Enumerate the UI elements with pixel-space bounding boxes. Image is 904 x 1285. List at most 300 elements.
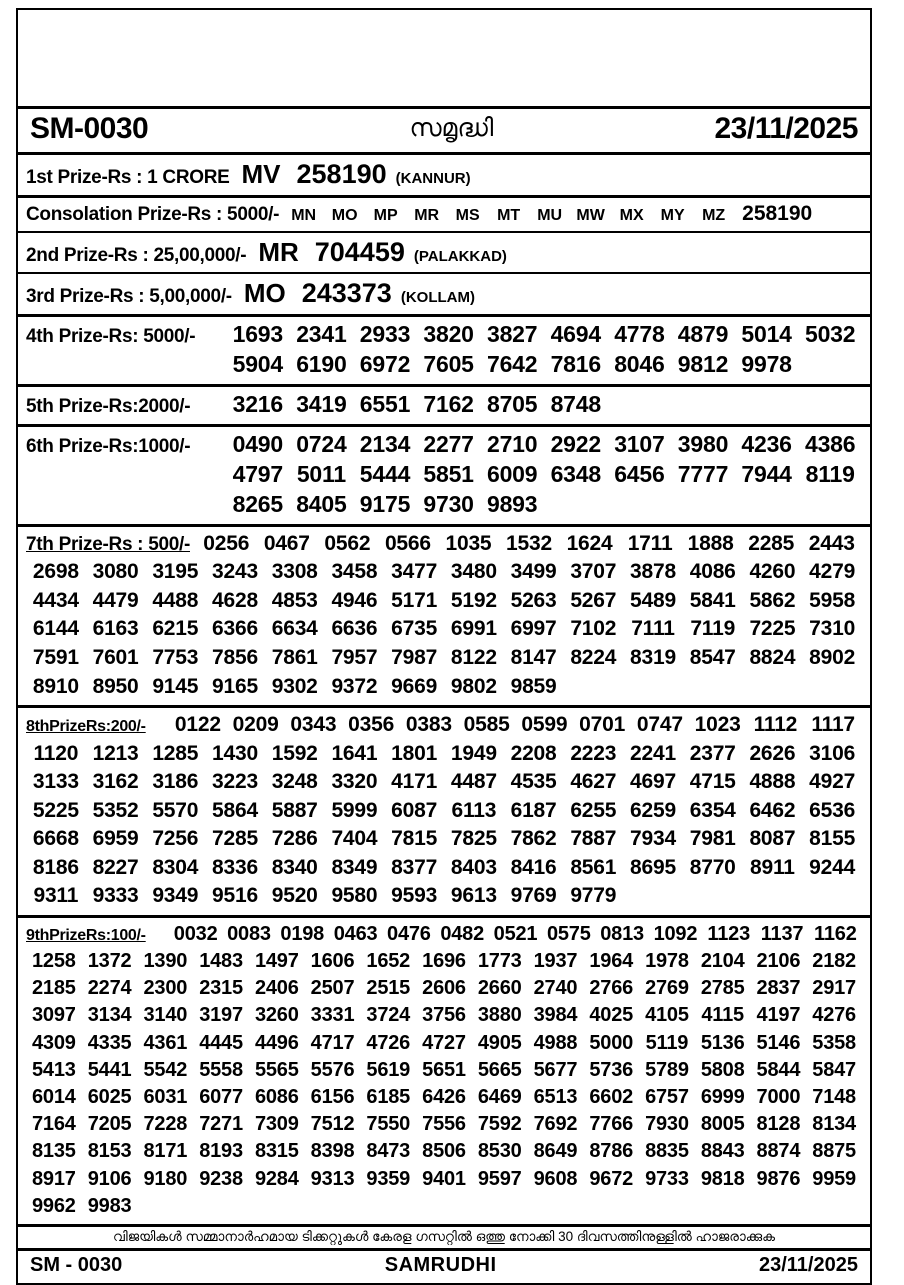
prize-number: 0463	[333, 922, 378, 945]
prize-number: 5263	[510, 588, 557, 612]
prize-number: 7556	[422, 1113, 466, 1136]
prize-number: 9733	[645, 1167, 689, 1190]
prize-number: 6163	[92, 617, 139, 641]
fifth-prize-block	[18, 387, 870, 427]
eighth-prize-numbers-first-row	[169, 711, 862, 740]
prize-number: 4778	[614, 321, 665, 348]
footer-lottery-name: SAMRUDHI	[384, 1254, 497, 1277]
sheet-footer	[18, 1251, 870, 1283]
prize-number: 8128	[756, 1113, 801, 1136]
prize-number: 5352	[92, 798, 139, 822]
prize-number: 3984	[533, 1004, 578, 1027]
prize-number: 7119	[690, 617, 736, 641]
prize-number: 8403	[450, 855, 497, 879]
sixth-prize-block	[18, 427, 870, 527]
prize-number: 6426	[422, 1086, 466, 1108]
prize-number: 6259	[630, 798, 676, 822]
prize-number: 2507	[310, 977, 355, 1000]
consolation-prize-number: 258190	[742, 201, 813, 225]
prize-number: 5558	[199, 1058, 243, 1081]
fourth-prize-block	[18, 317, 870, 387]
prize-number: 4535	[510, 770, 557, 794]
prize-number: 8135	[32, 1140, 76, 1163]
prize-number: 5851	[423, 460, 474, 487]
prize-number: 9106	[87, 1167, 132, 1190]
prize-number: 8265	[232, 490, 283, 517]
prize-number: 7856	[212, 645, 258, 669]
prize-number: 0476	[387, 922, 431, 945]
prize-number: 7605	[423, 351, 474, 378]
fourth-prize-row	[26, 320, 862, 380]
prize-number: 5841	[689, 588, 736, 612]
prize-number: 4888	[749, 770, 796, 794]
prize-number: 7164	[32, 1113, 76, 1136]
prize-number: 7271	[199, 1113, 243, 1136]
prize-number: 8748	[550, 391, 601, 418]
prize-number: 0562	[324, 531, 371, 555]
prize-number: 6031	[143, 1086, 188, 1108]
prize-number: 1390	[143, 950, 188, 973]
prize-number: 9180	[143, 1167, 188, 1190]
prize-number: 3248	[271, 770, 318, 794]
prize-number: 8377	[391, 855, 438, 879]
prize-number: 0599	[521, 713, 568, 737]
prize-number: 5192	[450, 588, 497, 612]
prize-number: 0467	[263, 531, 310, 555]
prize-number: 1624	[566, 531, 613, 555]
prize-number: 7692	[533, 1113, 578, 1136]
prize-number: 3477	[391, 560, 438, 584]
lottery-title-malayalam: സമൃദ്ധി	[409, 114, 494, 142]
prize-number: 7777	[677, 460, 729, 487]
prize-number: 3320	[331, 770, 378, 794]
prize-number: 7987	[391, 645, 438, 669]
draw-code: SM-0030	[30, 111, 149, 145]
prize-number: 5904	[232, 351, 283, 378]
prize-number: 7753	[152, 645, 199, 669]
prize-number: 0813	[600, 922, 644, 945]
prize-number: 1592	[271, 741, 318, 765]
prize-number: 2443	[808, 531, 855, 555]
prize-number: 7861	[271, 645, 318, 669]
prize-number: 3820	[423, 321, 474, 348]
prize-number: 5171	[391, 588, 438, 612]
ninth-prize-block	[18, 918, 870, 1227]
prize-number: 6144	[32, 617, 79, 641]
prize-number: 8874	[756, 1140, 801, 1163]
prize-number: 9175	[359, 490, 411, 517]
prize-number: 1696	[422, 950, 466, 973]
prize-number: 2922	[550, 431, 601, 458]
prize-number: 2377	[689, 741, 736, 765]
prize-number: 7591	[32, 645, 79, 669]
prize-number: 8405	[296, 490, 347, 517]
prize-number: 8147	[510, 645, 557, 669]
prize-number: 8349	[331, 855, 378, 879]
prize-number: 4115	[701, 1004, 744, 1027]
prize-number: 4025	[589, 1004, 634, 1027]
prize-number: 1532	[506, 531, 552, 555]
prize-number: 0566	[384, 531, 431, 555]
prize-number: 5619	[366, 1058, 411, 1081]
footer-draw-date: 23/11/2025	[758, 1254, 858, 1277]
prize-number: 9238	[199, 1167, 243, 1190]
prize-number: 9769	[510, 884, 557, 908]
prize-number: 6999	[700, 1086, 745, 1108]
prize-number: 9244	[809, 855, 856, 879]
prize-number: 9962	[32, 1194, 76, 1217]
prize-number: 7601	[92, 645, 139, 669]
draw-date: 23/11/2025	[714, 111, 858, 145]
prize-number: 0724	[296, 431, 347, 458]
fourth-prize-label: 4th Prize-Rs: 5000/-	[26, 326, 196, 348]
eighth-prize-row	[26, 711, 862, 740]
first-prize-block	[18, 155, 870, 198]
prize-number: 2785	[700, 977, 745, 1000]
seventh-prize-label: 7th Prize-Rs : 500/-	[26, 533, 190, 555]
prize-number: 2626	[749, 741, 796, 765]
prize-number: 4946	[331, 588, 378, 612]
first-prize-series: MV	[241, 159, 281, 189]
prize-number: 3707	[570, 560, 617, 584]
prize-number: 0701	[579, 713, 626, 737]
prize-number: 4694	[550, 321, 601, 348]
prize-number: 7957	[331, 645, 378, 669]
prize-number: 5958	[809, 588, 856, 612]
second-prize-label: 2nd Prize-Rs : 25,00,000/-	[26, 244, 247, 266]
prize-number: 2341	[296, 321, 347, 348]
prize-number: 1023	[694, 713, 741, 737]
result-sheet	[16, 8, 872, 1285]
consolation-prize-block	[18, 198, 870, 233]
prize-number: 4496	[254, 1031, 299, 1054]
consolation-series-codes	[283, 206, 734, 226]
prize-number: 9983	[87, 1194, 132, 1217]
prize-number: 5789	[645, 1058, 689, 1081]
prize-number: 6025	[87, 1086, 132, 1108]
prize-number: 7225	[749, 617, 796, 641]
prize-number: 1213	[92, 741, 139, 765]
prize-number: 4276	[812, 1004, 856, 1027]
prize-number: 4361	[143, 1031, 188, 1054]
prize-number: 6959	[92, 827, 139, 851]
prize-number: 6462	[749, 798, 796, 822]
prize-number: 2740	[533, 977, 578, 1000]
prize-number: 6513	[533, 1086, 578, 1108]
prize-number: 6215	[152, 617, 199, 641]
prize-number: 2223	[570, 741, 617, 765]
prize-number: 2515	[366, 977, 411, 1000]
consolation-series-code: MN	[291, 206, 317, 224]
consolation-series-code: MT	[497, 206, 521, 224]
prize-number: 5267	[570, 588, 617, 612]
prize-number: 5999	[331, 798, 378, 822]
prize-number: 7148	[812, 1086, 856, 1108]
prize-number: 3140	[143, 1004, 188, 1027]
prize-number: 5565	[254, 1058, 299, 1081]
prize-number: 6456	[614, 460, 665, 487]
prize-number: 3216	[232, 391, 283, 418]
prize-number: 3756	[422, 1004, 466, 1027]
prize-number: 7256	[152, 827, 199, 851]
prize-number: 2933	[359, 321, 411, 348]
prize-number: 4197	[756, 1004, 801, 1027]
prize-number: 8824	[749, 645, 796, 669]
first-prize-row	[26, 158, 862, 191]
prize-number: 3480	[450, 560, 497, 584]
prize-number: 5862	[749, 588, 796, 612]
prize-number: 7930	[645, 1113, 689, 1136]
prize-number: 9812	[677, 351, 729, 378]
prize-number: 7205	[87, 1113, 132, 1136]
prize-number: 9876	[756, 1167, 801, 1190]
prize-number: 4479	[92, 588, 139, 612]
prize-number: 8770	[689, 855, 736, 879]
prize-number: 6366	[212, 617, 258, 641]
prize-number: 7550	[366, 1113, 411, 1136]
prize-number: 8917	[32, 1167, 76, 1190]
prize-number: 8319	[630, 645, 676, 669]
prize-number: 3106	[809, 741, 856, 765]
fifth-prize-numbers	[226, 390, 862, 420]
prize-number: 4905	[477, 1031, 522, 1054]
prize-number: 1092	[653, 922, 698, 945]
consolation-series-code: MU	[537, 206, 563, 224]
second-prize-series: MR	[258, 236, 299, 267]
prize-number: 2241	[630, 741, 676, 765]
prize-number: 5570	[152, 798, 199, 822]
prize-number: 0083	[227, 922, 271, 945]
prize-number: 8705	[487, 391, 538, 418]
prize-number: 8193	[199, 1140, 243, 1163]
prize-number: 7816	[550, 351, 601, 378]
prize-number: 5000	[589, 1031, 634, 1054]
prize-number: 0521	[493, 922, 538, 945]
prize-number: 2766	[589, 977, 634, 1000]
third-prize-row	[26, 277, 862, 310]
prize-number: 7102	[570, 617, 617, 641]
prize-number: 1162	[814, 922, 857, 945]
prize-number: 6469	[477, 1086, 522, 1108]
prize-number: 7887	[570, 827, 617, 851]
prize-number: 2285	[748, 531, 795, 555]
prize-number: 8304	[152, 855, 199, 879]
prize-number: 4335	[87, 1031, 132, 1054]
prize-number: 7228	[143, 1113, 188, 1136]
ninth-prize-numbers	[26, 948, 862, 1220]
prize-number: 8119	[805, 460, 855, 487]
prize-number: 7404	[331, 827, 378, 851]
prize-number: 5677	[533, 1058, 578, 1081]
prize-number: 2277	[423, 431, 474, 458]
prize-number: 5413	[32, 1058, 76, 1081]
seventh-prize-row	[26, 530, 862, 559]
seventh-prize-numbers-first-row	[196, 530, 862, 559]
prize-number: 8843	[700, 1140, 745, 1163]
prize-number: 9593	[391, 884, 438, 908]
prize-number: 1035	[445, 531, 492, 555]
prize-number: 3499	[510, 560, 557, 584]
prize-number: 8835	[645, 1140, 689, 1163]
seventh-prize-block	[18, 527, 870, 708]
prize-number: 6086	[254, 1086, 299, 1108]
prize-number: 8340	[271, 855, 318, 879]
prize-number: 1117	[811, 713, 855, 737]
prize-number: 3186	[152, 770, 199, 794]
prize-number: 6757	[645, 1086, 689, 1108]
prize-number: 3880	[477, 1004, 522, 1027]
prize-number: 4445	[199, 1031, 243, 1054]
prize-number: 8506	[422, 1140, 466, 1163]
prize-number: 3419	[296, 391, 347, 418]
prize-number: 8153	[87, 1140, 132, 1163]
prize-number: 3133	[32, 770, 79, 794]
prize-number: 6077	[199, 1086, 243, 1108]
prize-number: 4879	[677, 321, 729, 348]
prize-number: 6087	[391, 798, 438, 822]
prize-number: 9165	[212, 674, 258, 698]
prize-number: 8911	[750, 855, 795, 879]
prize-number: 5864	[212, 798, 258, 822]
prize-number: 4434	[32, 588, 79, 612]
prize-number: 8416	[510, 855, 557, 879]
prize-number: 9284	[254, 1167, 299, 1190]
prize-number: 6636	[331, 617, 378, 641]
prize-number: 9597	[477, 1167, 522, 1190]
consolation-series-code: MY	[660, 206, 685, 224]
prize-number: 8473	[366, 1140, 411, 1163]
prize-number: 4487	[450, 770, 497, 794]
second-prize-block	[18, 233, 870, 275]
prize-number: 8227	[92, 855, 139, 879]
footer-draw-code: SM - 0030	[30, 1254, 123, 1277]
prize-number: 4715	[689, 770, 736, 794]
prize-number: 8122	[450, 645, 497, 669]
prize-number: 3308	[271, 560, 318, 584]
prize-number: 1606	[310, 950, 355, 973]
prize-number: 8087	[749, 827, 796, 851]
prize-number: 2315	[199, 977, 243, 1000]
prize-number: 2104	[700, 950, 745, 973]
prize-number: 5119	[645, 1031, 689, 1054]
consolation-prize-row	[26, 201, 862, 227]
prize-number: 5011	[296, 460, 346, 487]
prize-number: 7000	[756, 1086, 801, 1108]
prize-number: 4627	[570, 770, 617, 794]
prize-number: 1693	[232, 321, 283, 348]
eighth-prize-block	[18, 708, 870, 918]
prize-number: 9333	[92, 884, 139, 908]
prize-number: 5014	[741, 321, 792, 348]
prize-number: 8336	[212, 855, 258, 879]
prize-number: 9859	[510, 674, 557, 698]
prize-number: 8547	[689, 645, 736, 669]
prize-number: 6014	[32, 1086, 76, 1108]
prize-number: 0343	[290, 713, 337, 737]
prize-number: 9959	[812, 1167, 856, 1190]
prize-number: 0256	[203, 531, 250, 555]
prize-number: 2660	[477, 977, 522, 1000]
prize-number: 4236	[741, 431, 792, 458]
prize-number: 4171	[391, 770, 438, 794]
prize-number: 1483	[199, 950, 243, 973]
prize-number: 9302	[271, 674, 318, 698]
eighth-prize-numbers	[26, 740, 862, 911]
prize-number: 1949	[450, 741, 497, 765]
prize-number: 4697	[630, 770, 676, 794]
prize-number: 3827	[487, 321, 538, 348]
prize-number: 4628	[212, 588, 258, 612]
prize-number: 9608	[533, 1167, 578, 1190]
prize-number: 7766	[589, 1113, 634, 1136]
prize-number: 0747	[636, 713, 683, 737]
prize-number: 9349	[152, 884, 199, 908]
prize-number: 7592	[477, 1113, 522, 1136]
prize-number: 1137	[760, 922, 804, 945]
first-prize-label: 1st Prize-Rs : 1 CRORE	[26, 167, 230, 188]
prize-number: 6634	[271, 617, 318, 641]
prize-number: 2134	[359, 431, 411, 458]
prize-number: 8046	[614, 351, 665, 378]
prize-number: 4853	[271, 588, 318, 612]
prize-number: 2917	[812, 977, 856, 1000]
prize-number: 2274	[87, 977, 132, 1000]
prize-number: 3107	[614, 431, 665, 458]
prize-number: 6997	[510, 617, 557, 641]
prize-number: 3223	[212, 770, 258, 794]
prize-number: 2698	[32, 560, 79, 584]
prize-number: 8224	[570, 645, 617, 669]
ninth-prize-row	[26, 921, 862, 948]
prize-number: 5576	[310, 1058, 355, 1081]
prize-number: 9818	[700, 1167, 745, 1190]
prize-number: 9145	[152, 674, 199, 698]
prize-number: 4386	[805, 431, 856, 458]
prize-number: 3197	[199, 1004, 243, 1027]
prize-number: 2208	[510, 741, 557, 765]
ninth-prize-label: 9thPrizeRs:100/-	[26, 926, 146, 944]
prize-number: 5489	[630, 588, 676, 612]
prize-number: 1964	[589, 950, 634, 973]
prize-number: 9580	[331, 884, 378, 908]
prize-number: 6972	[359, 351, 411, 378]
prize-number: 7981	[689, 827, 736, 851]
prize-number: 1773	[477, 950, 522, 973]
prize-number: 1285	[152, 741, 199, 765]
prize-number: 9672	[589, 1167, 634, 1190]
prize-number: 5225	[32, 798, 79, 822]
prize-number: 9893	[487, 490, 538, 517]
prize-number: 5736	[589, 1058, 634, 1081]
fifth-prize-label: 5th Prize-Rs:2000/-	[26, 396, 191, 418]
prize-number: 5032	[805, 321, 856, 348]
prize-number: 6185	[366, 1086, 411, 1108]
prize-number: 8134	[812, 1113, 856, 1136]
prize-number: 1711	[627, 531, 673, 555]
prize-number: 1888	[687, 531, 734, 555]
prize-number: 7934	[630, 827, 676, 851]
second-prize-number: 704459	[314, 236, 405, 267]
prize-number: 8005	[700, 1113, 745, 1136]
prize-number: 2182	[812, 950, 856, 973]
prize-number: 7111	[631, 617, 675, 641]
third-prize-block	[18, 274, 870, 317]
prize-number: 2837	[756, 977, 801, 1000]
prize-number: 8315	[254, 1140, 299, 1163]
prize-number: 1937	[533, 950, 578, 973]
prize-number: 6156	[310, 1086, 355, 1108]
prize-number: 3162	[92, 770, 139, 794]
